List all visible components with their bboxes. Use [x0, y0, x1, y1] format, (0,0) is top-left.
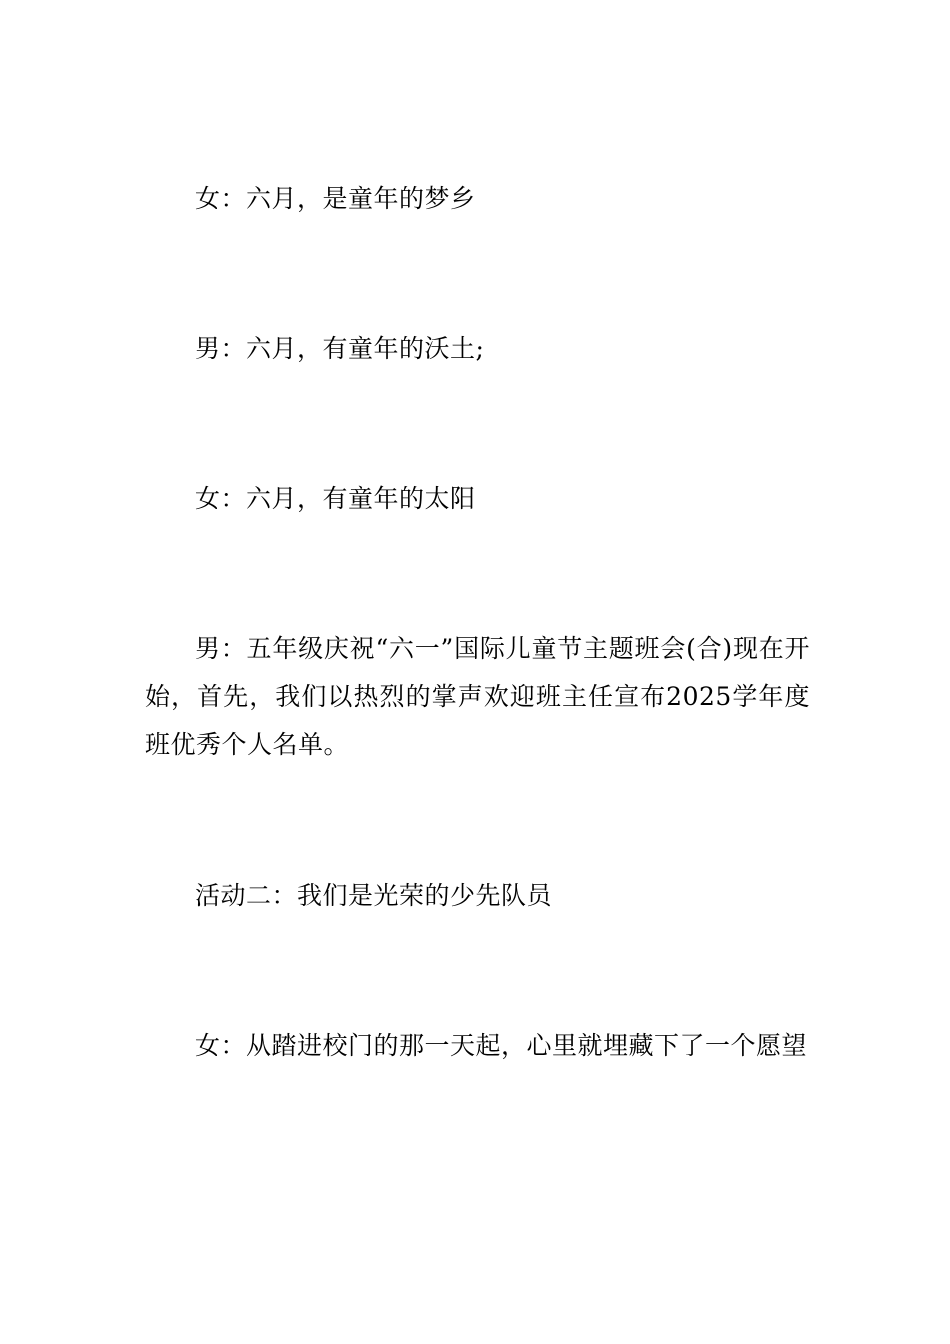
paragraph-male-opening: 男：五年级庆祝“六一”国际儿童节主题班会(合)现在开始，首先，我们以热烈的掌声欢迎班主任宣布2025学年度班优秀个人名单。 [145, 634, 810, 759]
paragraph-female-line-2: 女：六月，有童年的太阳 [195, 484, 476, 513]
paragraph-female-line-1: 女：六月，是童年的梦乡 [195, 184, 476, 213]
paragraph-male-line-1: 男：六月，有童年的沃土; [195, 334, 485, 363]
activity-heading: 活动二：我们是光荣的少先队员 [195, 881, 553, 910]
paragraph-female-wish: 女：从踏进校门的那一天起，心里就埋藏下了一个愿望 [195, 1031, 808, 1060]
